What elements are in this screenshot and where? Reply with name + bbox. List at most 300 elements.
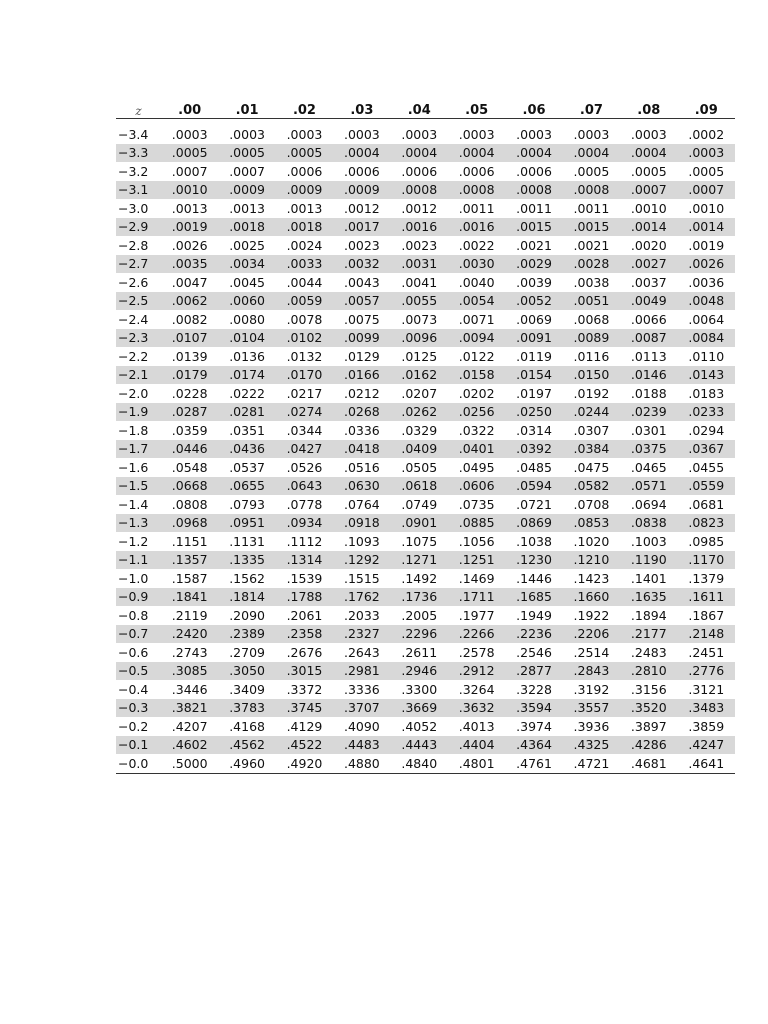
probability-cell: .0475: [573, 459, 610, 475]
table-row: [116, 218, 735, 237]
probability-cell: .1814: [218, 588, 275, 607]
probability-cell: .0010: [688, 200, 725, 216]
probability-cell: .0049: [620, 292, 677, 311]
probability-cell: .0968: [161, 514, 218, 533]
z-table-container: [116, 98, 735, 774]
probability-cell: .0281: [218, 403, 275, 422]
z-value-cell: −2.4: [118, 311, 149, 327]
probability-cell: .0694: [630, 496, 667, 512]
probability-cell: .2776: [678, 662, 735, 681]
probability-cell: .0028: [563, 255, 620, 274]
probability-cell: .0099: [333, 329, 390, 348]
table-row: [116, 125, 735, 144]
header-cell: .02: [276, 98, 333, 119]
z-value-cell: −2.2: [118, 348, 149, 364]
probability-cell: .0367: [678, 440, 735, 459]
probability-cell: .0051: [563, 292, 620, 311]
probability-cell: .0359: [171, 422, 208, 438]
probability-cell: .4602: [161, 736, 218, 755]
probability-cell: .0009: [218, 181, 275, 200]
probability-cell: .0838: [620, 514, 677, 533]
table-row: [116, 162, 735, 181]
probability-cell: .0017: [333, 218, 390, 237]
probability-cell: .0071: [458, 311, 495, 327]
probability-cell: .0618: [391, 477, 448, 496]
z-value-cell: −3.4: [118, 126, 149, 142]
probability-cell: .2483: [630, 644, 667, 660]
table-row: [116, 310, 735, 329]
probability-cell: .0016: [448, 218, 505, 237]
z-value-cell: −1.4: [118, 496, 149, 512]
probability-cell: .0008: [448, 181, 505, 200]
header-cell: .04: [391, 98, 448, 119]
probability-cell: .1230: [505, 551, 562, 570]
probability-cell: .0749: [401, 496, 438, 512]
probability-cell: .0062: [161, 292, 218, 311]
probability-cell: .3483: [678, 699, 735, 718]
probability-cell: .4090: [343, 718, 380, 734]
probability-cell: .1922: [573, 607, 610, 623]
probability-cell: .0179: [161, 366, 218, 385]
probability-cell: .0004: [391, 144, 448, 163]
probability-cell: .0174: [218, 366, 275, 385]
probability-cell: .0006: [286, 163, 323, 179]
header-cell: .09: [678, 98, 735, 119]
table-row: [116, 569, 735, 588]
probability-cell: .2611: [401, 644, 438, 660]
probability-cell: .3557: [563, 699, 620, 718]
probability-cell: .0329: [401, 422, 438, 438]
probability-cell: .0132: [286, 348, 323, 364]
probability-cell: .2643: [343, 644, 380, 660]
probability-cell: .2676: [286, 644, 323, 660]
probability-cell: .0084: [678, 329, 735, 348]
standard-normal-table: [116, 98, 735, 774]
probability-cell: .0026: [171, 237, 208, 253]
probability-cell: .0012: [401, 200, 438, 216]
probability-cell: .2743: [171, 644, 208, 660]
probability-cell: .3372: [286, 681, 323, 697]
probability-cell: .0003: [286, 126, 323, 142]
probability-cell: .0764: [343, 496, 380, 512]
table-row: [116, 477, 735, 496]
probability-cell: .2451: [688, 644, 725, 660]
table-row: [116, 495, 735, 514]
probability-cell: .0166: [333, 366, 390, 385]
probability-cell: .3264: [458, 681, 495, 697]
probability-cell: .1539: [286, 570, 323, 586]
table-row: [116, 181, 735, 200]
probability-cell: .1314: [276, 551, 333, 570]
probability-cell: .2266: [448, 625, 505, 644]
probability-cell: .4052: [401, 718, 438, 734]
probability-cell: .0268: [333, 403, 390, 422]
table-row: [116, 588, 735, 607]
probability-cell: .0003: [678, 144, 735, 163]
probability-cell: .4247: [678, 736, 735, 755]
probability-cell: .0202: [458, 385, 495, 401]
z-value-cell: −1.6: [118, 459, 149, 475]
z-value-cell: −0.6: [118, 644, 149, 660]
probability-cell: .0003: [516, 126, 552, 142]
probability-cell: .0336: [343, 422, 380, 438]
probability-cell: .0003: [401, 126, 438, 142]
probability-cell: .0250: [505, 403, 562, 422]
probability-cell: .1379: [688, 570, 725, 586]
probability-cell: .4168: [229, 718, 265, 734]
probability-cell: .2206: [563, 625, 620, 644]
probability-cell: .0735: [458, 496, 495, 512]
z-value-cell: −3.0: [118, 200, 149, 216]
probability-cell: .1170: [678, 551, 735, 570]
probability-cell: .5000: [161, 754, 218, 773]
z-value-cell: −0.8: [118, 607, 149, 623]
probability-cell: .4443: [391, 736, 448, 755]
z-value-cell: −1.5: [116, 477, 161, 496]
probability-cell: .4129: [286, 718, 323, 734]
probability-cell: .1685: [505, 588, 562, 607]
z-value-cell: −0.4: [118, 681, 149, 697]
probability-cell: .0401: [448, 440, 505, 459]
z-value-cell: −1.1: [116, 551, 161, 570]
probability-cell: .2090: [229, 607, 265, 623]
probability-cell: .0136: [229, 348, 265, 364]
probability-cell: .0307: [573, 422, 610, 438]
probability-cell: .0125: [401, 348, 438, 364]
z-value-cell: −3.2: [118, 163, 149, 179]
probability-cell: .0778: [286, 496, 323, 512]
probability-cell: .4801: [448, 754, 505, 773]
probability-cell: .0037: [630, 274, 667, 290]
probability-cell: .0239: [620, 403, 677, 422]
probability-cell: .3745: [276, 699, 333, 718]
probability-cell: .3085: [161, 662, 218, 681]
probability-cell: .4960: [218, 754, 275, 773]
probability-cell: .4721: [563, 754, 620, 773]
probability-cell: .0002: [688, 126, 725, 142]
probability-cell: .0505: [401, 459, 438, 475]
table-row: [116, 421, 735, 440]
probability-cell: .1038: [516, 533, 552, 549]
probability-cell: .1271: [391, 551, 448, 570]
probability-cell: .0008: [391, 181, 448, 200]
probability-cell: .2981: [333, 662, 390, 681]
probability-cell: .0102: [276, 329, 333, 348]
probability-cell: .0021: [516, 237, 552, 253]
probability-cell: .0094: [448, 329, 505, 348]
probability-cell: .0485: [516, 459, 552, 475]
probability-cell: .3336: [343, 681, 380, 697]
probability-cell: .0808: [171, 496, 208, 512]
probability-cell: .0934: [276, 514, 333, 533]
table-body: [116, 119, 735, 774]
probability-cell: .0006: [401, 163, 438, 179]
probability-cell: .0228: [171, 385, 208, 401]
probability-cell: .0119: [516, 348, 552, 364]
probability-cell: .0122: [458, 348, 495, 364]
probability-cell: .0066: [630, 311, 667, 327]
table-row: [116, 551, 735, 570]
probability-cell: .0006: [458, 163, 495, 179]
probability-cell: .0025: [229, 237, 265, 253]
probability-cell: .0087: [620, 329, 677, 348]
probability-cell: .0005: [573, 163, 610, 179]
probability-cell: .3015: [276, 662, 333, 681]
probability-cell: .1335: [218, 551, 275, 570]
probability-cell: .0455: [688, 459, 725, 475]
probability-cell: .0262: [391, 403, 448, 422]
table-row: [116, 440, 735, 459]
probability-cell: .2709: [229, 644, 265, 660]
probability-cell: .3821: [161, 699, 218, 718]
probability-cell: .3300: [401, 681, 438, 697]
probability-cell: .0004: [448, 144, 505, 163]
probability-cell: .0537: [229, 459, 265, 475]
probability-cell: .0075: [343, 311, 380, 327]
probability-cell: .2578: [458, 644, 495, 660]
probability-cell: .0026: [678, 255, 735, 274]
z-value-cell: −2.8: [118, 237, 149, 253]
probability-cell: .4761: [505, 754, 562, 773]
probability-cell: .0853: [563, 514, 620, 533]
probability-cell: .0060: [218, 292, 275, 311]
probability-cell: .1977: [458, 607, 495, 623]
probability-cell: .0212: [343, 385, 380, 401]
probability-cell: .0985: [688, 533, 725, 549]
probability-cell: .0019: [161, 218, 218, 237]
probability-cell: .0110: [688, 348, 725, 364]
probability-cell: .0003: [343, 126, 380, 142]
probability-cell: .0007: [229, 163, 265, 179]
probability-cell: .2810: [620, 662, 677, 681]
table-row: [116, 403, 735, 422]
probability-cell: .3783: [218, 699, 275, 718]
header-cell: .07: [563, 98, 620, 119]
probability-cell: .1131: [229, 533, 265, 549]
probability-cell: .4840: [391, 754, 448, 773]
probability-cell: .1251: [448, 551, 505, 570]
z-value-cell: −0.0: [116, 754, 161, 773]
table-row: [116, 532, 735, 551]
probability-cell: .1003: [630, 533, 667, 549]
probability-cell: .0548: [171, 459, 208, 475]
probability-cell: .2514: [573, 644, 610, 660]
probability-cell: .0139: [171, 348, 208, 364]
probability-cell: .0314: [516, 422, 552, 438]
probability-cell: .0014: [678, 218, 735, 237]
probability-cell: .0003: [229, 126, 265, 142]
probability-cell: .2843: [563, 662, 620, 681]
probability-cell: .0344: [286, 422, 323, 438]
probability-cell: .3594: [505, 699, 562, 718]
table-row: [116, 458, 735, 477]
probability-cell: .0010: [161, 181, 218, 200]
probability-cell: .0418: [333, 440, 390, 459]
probability-cell: .0019: [688, 237, 725, 253]
probability-cell: .0885: [448, 514, 505, 533]
probability-cell: .1711: [448, 588, 505, 607]
probability-cell: .0003: [630, 126, 667, 142]
probability-cell: .0869: [505, 514, 562, 533]
probability-cell: .0004: [620, 144, 677, 163]
probability-cell: .3121: [688, 681, 725, 697]
probability-cell: .0027: [620, 255, 677, 274]
probability-cell: .0023: [401, 237, 438, 253]
probability-cell: .0150: [563, 366, 620, 385]
probability-cell: .2877: [505, 662, 562, 681]
probability-cell: .3974: [516, 718, 552, 734]
probability-cell: .1190: [620, 551, 677, 570]
z-value-cell: −2.9: [116, 218, 161, 237]
probability-cell: .0005: [630, 163, 667, 179]
probability-cell: .0045: [229, 274, 265, 290]
probability-cell: .0011: [573, 200, 610, 216]
probability-cell: .0582: [563, 477, 620, 496]
probability-cell: .0516: [343, 459, 380, 475]
probability-cell: .0188: [630, 385, 667, 401]
probability-cell: .0015: [505, 218, 562, 237]
probability-cell: .0197: [516, 385, 552, 401]
probability-cell: .0033: [276, 255, 333, 274]
probability-cell: .4364: [505, 736, 562, 755]
probability-cell: .0020: [630, 237, 667, 253]
probability-cell: .3409: [229, 681, 265, 697]
probability-cell: .0192: [573, 385, 610, 401]
table-row: [116, 606, 735, 625]
probability-cell: .0029: [505, 255, 562, 274]
probability-cell: .0274: [276, 403, 333, 422]
probability-cell: .0668: [161, 477, 218, 496]
probability-cell: .4325: [563, 736, 620, 755]
table-row: [116, 643, 735, 662]
probability-cell: .2327: [333, 625, 390, 644]
probability-cell: .0038: [573, 274, 610, 290]
probability-cell: .1112: [286, 533, 323, 549]
table-row: [116, 255, 735, 274]
table-row: [116, 329, 735, 348]
probability-cell: .2420: [161, 625, 218, 644]
probability-cell: .0078: [286, 311, 323, 327]
probability-cell: .1611: [678, 588, 735, 607]
z-value-cell: −0.5: [116, 662, 161, 681]
probability-cell: .1587: [171, 570, 208, 586]
probability-cell: .0526: [286, 459, 323, 475]
probability-cell: .0064: [688, 311, 725, 327]
probability-cell: .0655: [218, 477, 275, 496]
probability-cell: .0129: [343, 348, 380, 364]
probability-cell: .0036: [688, 274, 725, 290]
probability-cell: .1093: [343, 533, 380, 549]
probability-cell: .0048: [678, 292, 735, 311]
probability-cell: .0021: [573, 237, 610, 253]
probability-cell: .1075: [401, 533, 438, 549]
probability-cell: .0008: [563, 181, 620, 200]
probability-cell: .0035: [161, 255, 218, 274]
probability-cell: .0068: [573, 311, 610, 327]
probability-cell: .4920: [276, 754, 333, 773]
probability-cell: .1841: [161, 588, 218, 607]
probability-cell: .2236: [505, 625, 562, 644]
z-value-cell: −1.9: [116, 403, 161, 422]
probability-cell: .0384: [563, 440, 620, 459]
table-row: [116, 292, 735, 311]
probability-cell: .0113: [630, 348, 667, 364]
probability-cell: .0007: [678, 181, 735, 200]
probability-cell: .0032: [333, 255, 390, 274]
probability-cell: .0222: [229, 385, 265, 401]
probability-cell: .0003: [573, 126, 610, 142]
probability-cell: .0446: [161, 440, 218, 459]
probability-cell: .3156: [630, 681, 667, 697]
probability-cell: .0465: [630, 459, 667, 475]
table-row: [116, 366, 735, 385]
header-row: [116, 98, 735, 119]
probability-cell: .0146: [620, 366, 677, 385]
probability-cell: .4522: [276, 736, 333, 755]
probability-cell: .3228: [516, 681, 552, 697]
probability-cell: .0158: [448, 366, 505, 385]
probability-cell: .0409: [391, 440, 448, 459]
probability-cell: .0024: [286, 237, 323, 253]
probability-cell: .0031: [391, 255, 448, 274]
probability-cell: .0012: [343, 200, 380, 216]
table-row: [116, 347, 735, 366]
probability-cell: .2177: [620, 625, 677, 644]
probability-cell: .2546: [516, 644, 552, 660]
probability-cell: .3446: [171, 681, 208, 697]
probability-cell: .0104: [218, 329, 275, 348]
probability-cell: .2061: [286, 607, 323, 623]
probability-cell: .0207: [401, 385, 438, 401]
probability-cell: .0351: [229, 422, 265, 438]
probability-cell: .0013: [286, 200, 323, 216]
probability-cell: .0015: [563, 218, 620, 237]
probability-cell: .0022: [458, 237, 495, 253]
probability-cell: .0721: [516, 496, 552, 512]
header-cell: .08: [620, 98, 677, 119]
probability-cell: .0643: [276, 477, 333, 496]
probability-cell: .0013: [229, 200, 265, 216]
probability-cell: .0054: [448, 292, 505, 311]
z-value-cell: −1.0: [118, 570, 149, 586]
probability-cell: .3897: [630, 718, 667, 734]
probability-cell: .1660: [563, 588, 620, 607]
probability-cell: .2296: [391, 625, 448, 644]
probability-cell: .0003: [458, 126, 495, 142]
probability-cell: .0183: [688, 385, 725, 401]
z-value-cell: −0.9: [116, 588, 161, 607]
probability-cell: .1401: [630, 570, 667, 586]
probability-cell: .2033: [343, 607, 380, 623]
z-value-cell: −2.0: [118, 385, 149, 401]
probability-cell: .0057: [333, 292, 390, 311]
probability-cell: .1949: [516, 607, 552, 623]
probability-cell: .4562: [218, 736, 275, 755]
probability-cell: .0823: [678, 514, 735, 533]
probability-cell: .3859: [688, 718, 725, 734]
probability-cell: .0005: [276, 144, 333, 163]
probability-cell: .3707: [333, 699, 390, 718]
probability-cell: .1292: [333, 551, 390, 570]
header-cell: .06: [505, 98, 562, 119]
probability-cell: .0301: [630, 422, 667, 438]
probability-cell: .0436: [218, 440, 275, 459]
probability-cell: .0009: [333, 181, 390, 200]
probability-cell: .1357: [161, 551, 218, 570]
probability-cell: .1469: [458, 570, 495, 586]
probability-cell: .3050: [218, 662, 275, 681]
z-value-cell: −2.3: [116, 329, 161, 348]
